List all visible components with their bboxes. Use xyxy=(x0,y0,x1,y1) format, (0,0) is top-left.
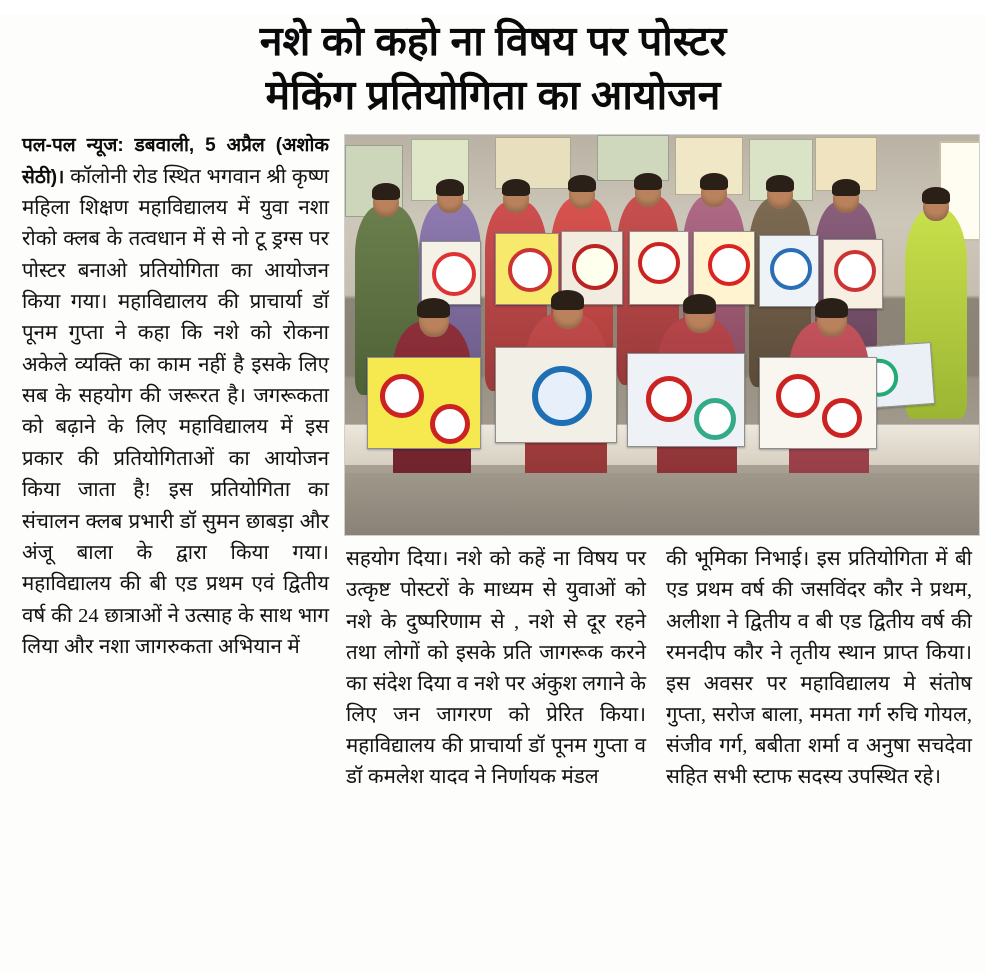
person-hair-2 xyxy=(436,179,464,196)
person-hair-8 xyxy=(832,179,860,196)
column-left xyxy=(22,130,329,916)
person-hair-front-1 xyxy=(417,298,450,318)
held-poster-back-2 xyxy=(495,233,559,305)
person-hair-9 xyxy=(922,187,950,204)
newspaper-page xyxy=(0,14,986,973)
person-hair-7 xyxy=(766,175,794,192)
dateline: पल-पल न्यूज: डबवाली, 5 अप्रैल (अशोक सेठी)। xyxy=(22,135,329,188)
page-headline xyxy=(20,14,966,122)
left-column-body: कॉलोनी रोड स्थित भगवान श्री कृष्ण महिला शिक्षण महाविद्यालय में युवा नशा रोको क्लब के तत्वधान में से नो टू ड्रग्स पर पोस्टर बनाओ प्रतियोगिता का आयोजन किया गया। महाविद्यालय की प्राचार्या डॉ पूनम गुप्ता ने कहा कि नशे को रोकना अकेले व्यक्ति का काम नहीं है इसके लिए सब के सहयोग की जरूरत है। जगरूकता को बढ़ाने के लिए महाविद्यालय में इस प्रकार की प्रतियोगिताओं का आयोजन किया जाता है! इस प्रतियोगिता का संचालन क्लब प्रभारी डॉ सुमन छाबड़ा और अंजू बाला के द्वारा किया गया। महाविद्यालय की बी एड प्रथम एवं द्वितीय वर्ष की 24 छात्राओं ने उत्साह के साथ भाग लिया और नशा जागरुकता अभियान में xyxy=(22,165,330,658)
column-middle xyxy=(346,544,646,916)
headline-line-1: नशे को कहो ना विषय पर पोस्टर xyxy=(259,18,727,64)
held-poster-front-4 xyxy=(759,357,877,449)
column-right xyxy=(666,544,972,916)
held-poster-front-3 xyxy=(627,353,745,447)
person-hair-front-2 xyxy=(551,290,584,310)
person-hair-5 xyxy=(634,173,662,190)
left-column-text xyxy=(22,130,329,663)
person-hair-front-4 xyxy=(815,298,848,318)
person-hair-3 xyxy=(502,179,530,196)
person-hair-6 xyxy=(700,173,728,190)
held-poster-back-6 xyxy=(759,235,819,307)
held-poster-front-2 xyxy=(495,347,617,443)
held-poster-back-4 xyxy=(629,231,689,305)
person-hair-1 xyxy=(372,183,400,200)
wall-poster-3 xyxy=(597,135,669,181)
held-poster-back-1 xyxy=(421,241,481,305)
middle-column-text: सहयोग दिया। नशे को कहें ना विषय पर उत्कृष्ट पोस्टरों के माध्यम से युवाओं को नशे के दुष्परिणाम से , नशे से दूर रहने तथा लोगों को इसके प्रति जागरूक करने का संदेश दिया व नशे पर अंकुश लगाने के लिए जन जागरण को प्रेरित किया। महाविद्यालय की प्राचार्या डॉ पूनम गुप्ता व डॉ कमलेश यादव ने निर्णायक मंडल xyxy=(346,548,646,789)
held-poster-front-1 xyxy=(367,357,481,449)
right-column-text: की भूमिका निभाई। इस प्रतियोगिता में बी एड प्रथम वर्ष की जसविंदर कौर ने प्रथम, अलीशा ने द्वितीय व बी एड द्वितीय वर्ष की रमनदीप कौर ने तृतीय स्थान प्राप्त किया। इस अवसर पर महाविद्यालय मे संतोष गुप्ता, सरोज बाला, ममता गर्ग रुचि गोयल, संजीव गर्ग, बबीता शर्मा व अनुषा सचदेवा सहित सभी स्टाफ सदस्य उपस्थित रहे। xyxy=(666,548,972,789)
person-hair-front-3 xyxy=(683,294,716,314)
headline-line-2: मेकिंग प्रतियोगिता का आयोजन xyxy=(265,72,721,119)
person-hair-4 xyxy=(568,175,596,192)
article-photo xyxy=(344,134,980,536)
article-body xyxy=(14,130,972,920)
floor xyxy=(345,473,979,535)
photo-scene xyxy=(345,135,979,535)
